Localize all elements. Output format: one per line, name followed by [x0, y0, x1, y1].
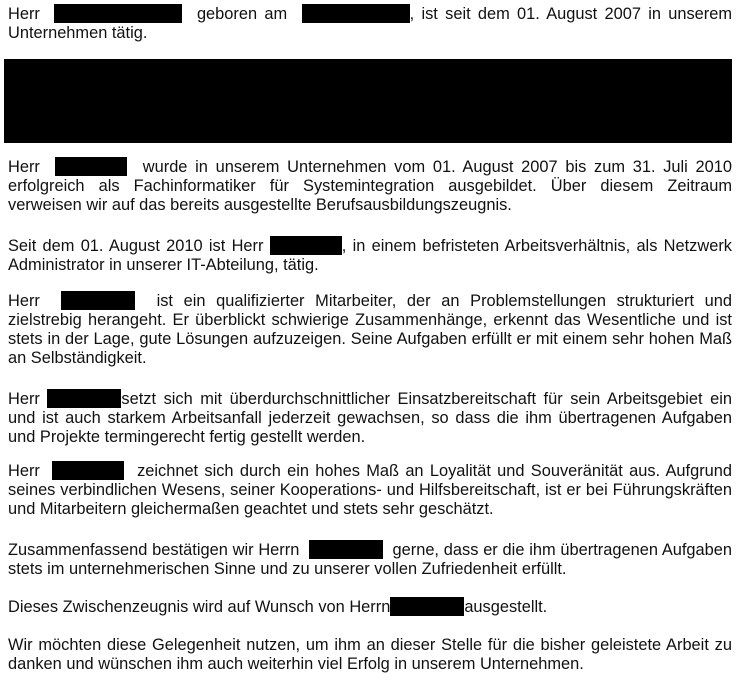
text-segment: wurde in unserem Unternehmen vom 01. August 2007 bis zum 31. Juli 2010 erfolgreich als Fachinformatiker für Systemintegration ausgebildet. Über diesem Zeitraum verweisen wir auf das bereits ausgestellte Berufsausbildungszeugnis.: [8, 158, 733, 214]
redaction-bar: [61, 291, 135, 310]
redaction-bar: [270, 236, 342, 255]
text-segment: gerne, dass er die ihm übertragenen Aufgaben stets im unternehmerischen Sinne und zu unserer vollen Zufriedenheit erfüllt.: [8, 541, 733, 578]
text-segment: Herr: [8, 5, 40, 23]
text-segment: Herr: [8, 158, 40, 176]
paragraph-summary: [8, 540, 732, 579]
text-segment: Herr: [8, 462, 40, 480]
redaction-bar: [52, 461, 124, 480]
text-segment: ist ein qualifizierter Mitarbeiter, der an Problemstellungen strukturiert und zielstrebig herangeht. Er überblickt schwierige Zusammenhänge, erkennt das Wesentliche und ist stets in der Lage, gute Lösungen aufzuzeigen. Seine Aufgaben erfüllt er mit einem sehr hohen Maß an Selbständigkeit.: [8, 292, 733, 367]
text-segment: Dieses Zwischenzeugnis wird auf Wunsch von Herrn: [8, 598, 391, 616]
paragraph-employment-start: [8, 4, 732, 43]
text-segment: , in einem befristeten Arbeitsverhältnis, als Netzwerk Administrator in unserer IT-Abteilung, tätig.: [8, 237, 732, 274]
redaction-bar: [54, 4, 182, 23]
text-segment: setzt sich mit überdurchschnittlicher Einsatzbereitschaft für sein Arbeitsgebiet ein und ist auch starkem Arbeitsanfall jederzeit gewachsen, so dass die ihm übertragenen Aufgaben und Projekte termingerecht fertig gestellt werden.: [8, 390, 732, 446]
paragraph-current-position: [8, 236, 732, 275]
text-segment: geboren am: [196, 5, 288, 23]
redaction-bar: [390, 597, 464, 616]
paragraph-commitment: [8, 389, 732, 447]
paragraph-issue-reason: [8, 597, 732, 617]
text-segment: Wir möchten diese Gelegenheit nutzen, um ihm an dieser Stelle für die bisher geleistete Arbeit zu danken und wünschen ihm auch weiterhin viel Erfolg in unserem Unternehmen.: [8, 636, 732, 673]
redaction-block: [4, 59, 732, 143]
redaction-bar: [309, 540, 383, 559]
text-segment: Seit dem 01. August 2010 ist Herr: [8, 237, 264, 255]
paragraph-conduct: [8, 461, 732, 519]
redaction-bar: [55, 157, 127, 176]
text-segment: Zusammenfassend bestätigen wir Herrn: [8, 541, 300, 559]
text-segment: Herr: [8, 292, 40, 310]
paragraph-apprenticeship: [8, 157, 732, 215]
text-segment: zeichnet sich durch ein hohes Maß an Loyalität und Souveränität aus. Aufgrund seines verbindlichen Wesens, seiner Kooperations- und Hilfsbereitschaft, ist er bei Führungskräften und Mitarbeitern gleichermaßen geachtet und stets sehr geschätzt.: [8, 462, 733, 518]
text-segment: Herr: [8, 390, 40, 408]
redaction-bar: [47, 389, 121, 408]
paragraph-qualification: [8, 291, 732, 368]
redaction-bar: [302, 4, 410, 23]
text-segment: , ist seit dem 01. August 2007 in unserem Unternehmen tätig.: [8, 5, 732, 42]
text-segment: ausgestellt.: [464, 598, 548, 616]
paragraph-closing: [8, 636, 732, 674]
